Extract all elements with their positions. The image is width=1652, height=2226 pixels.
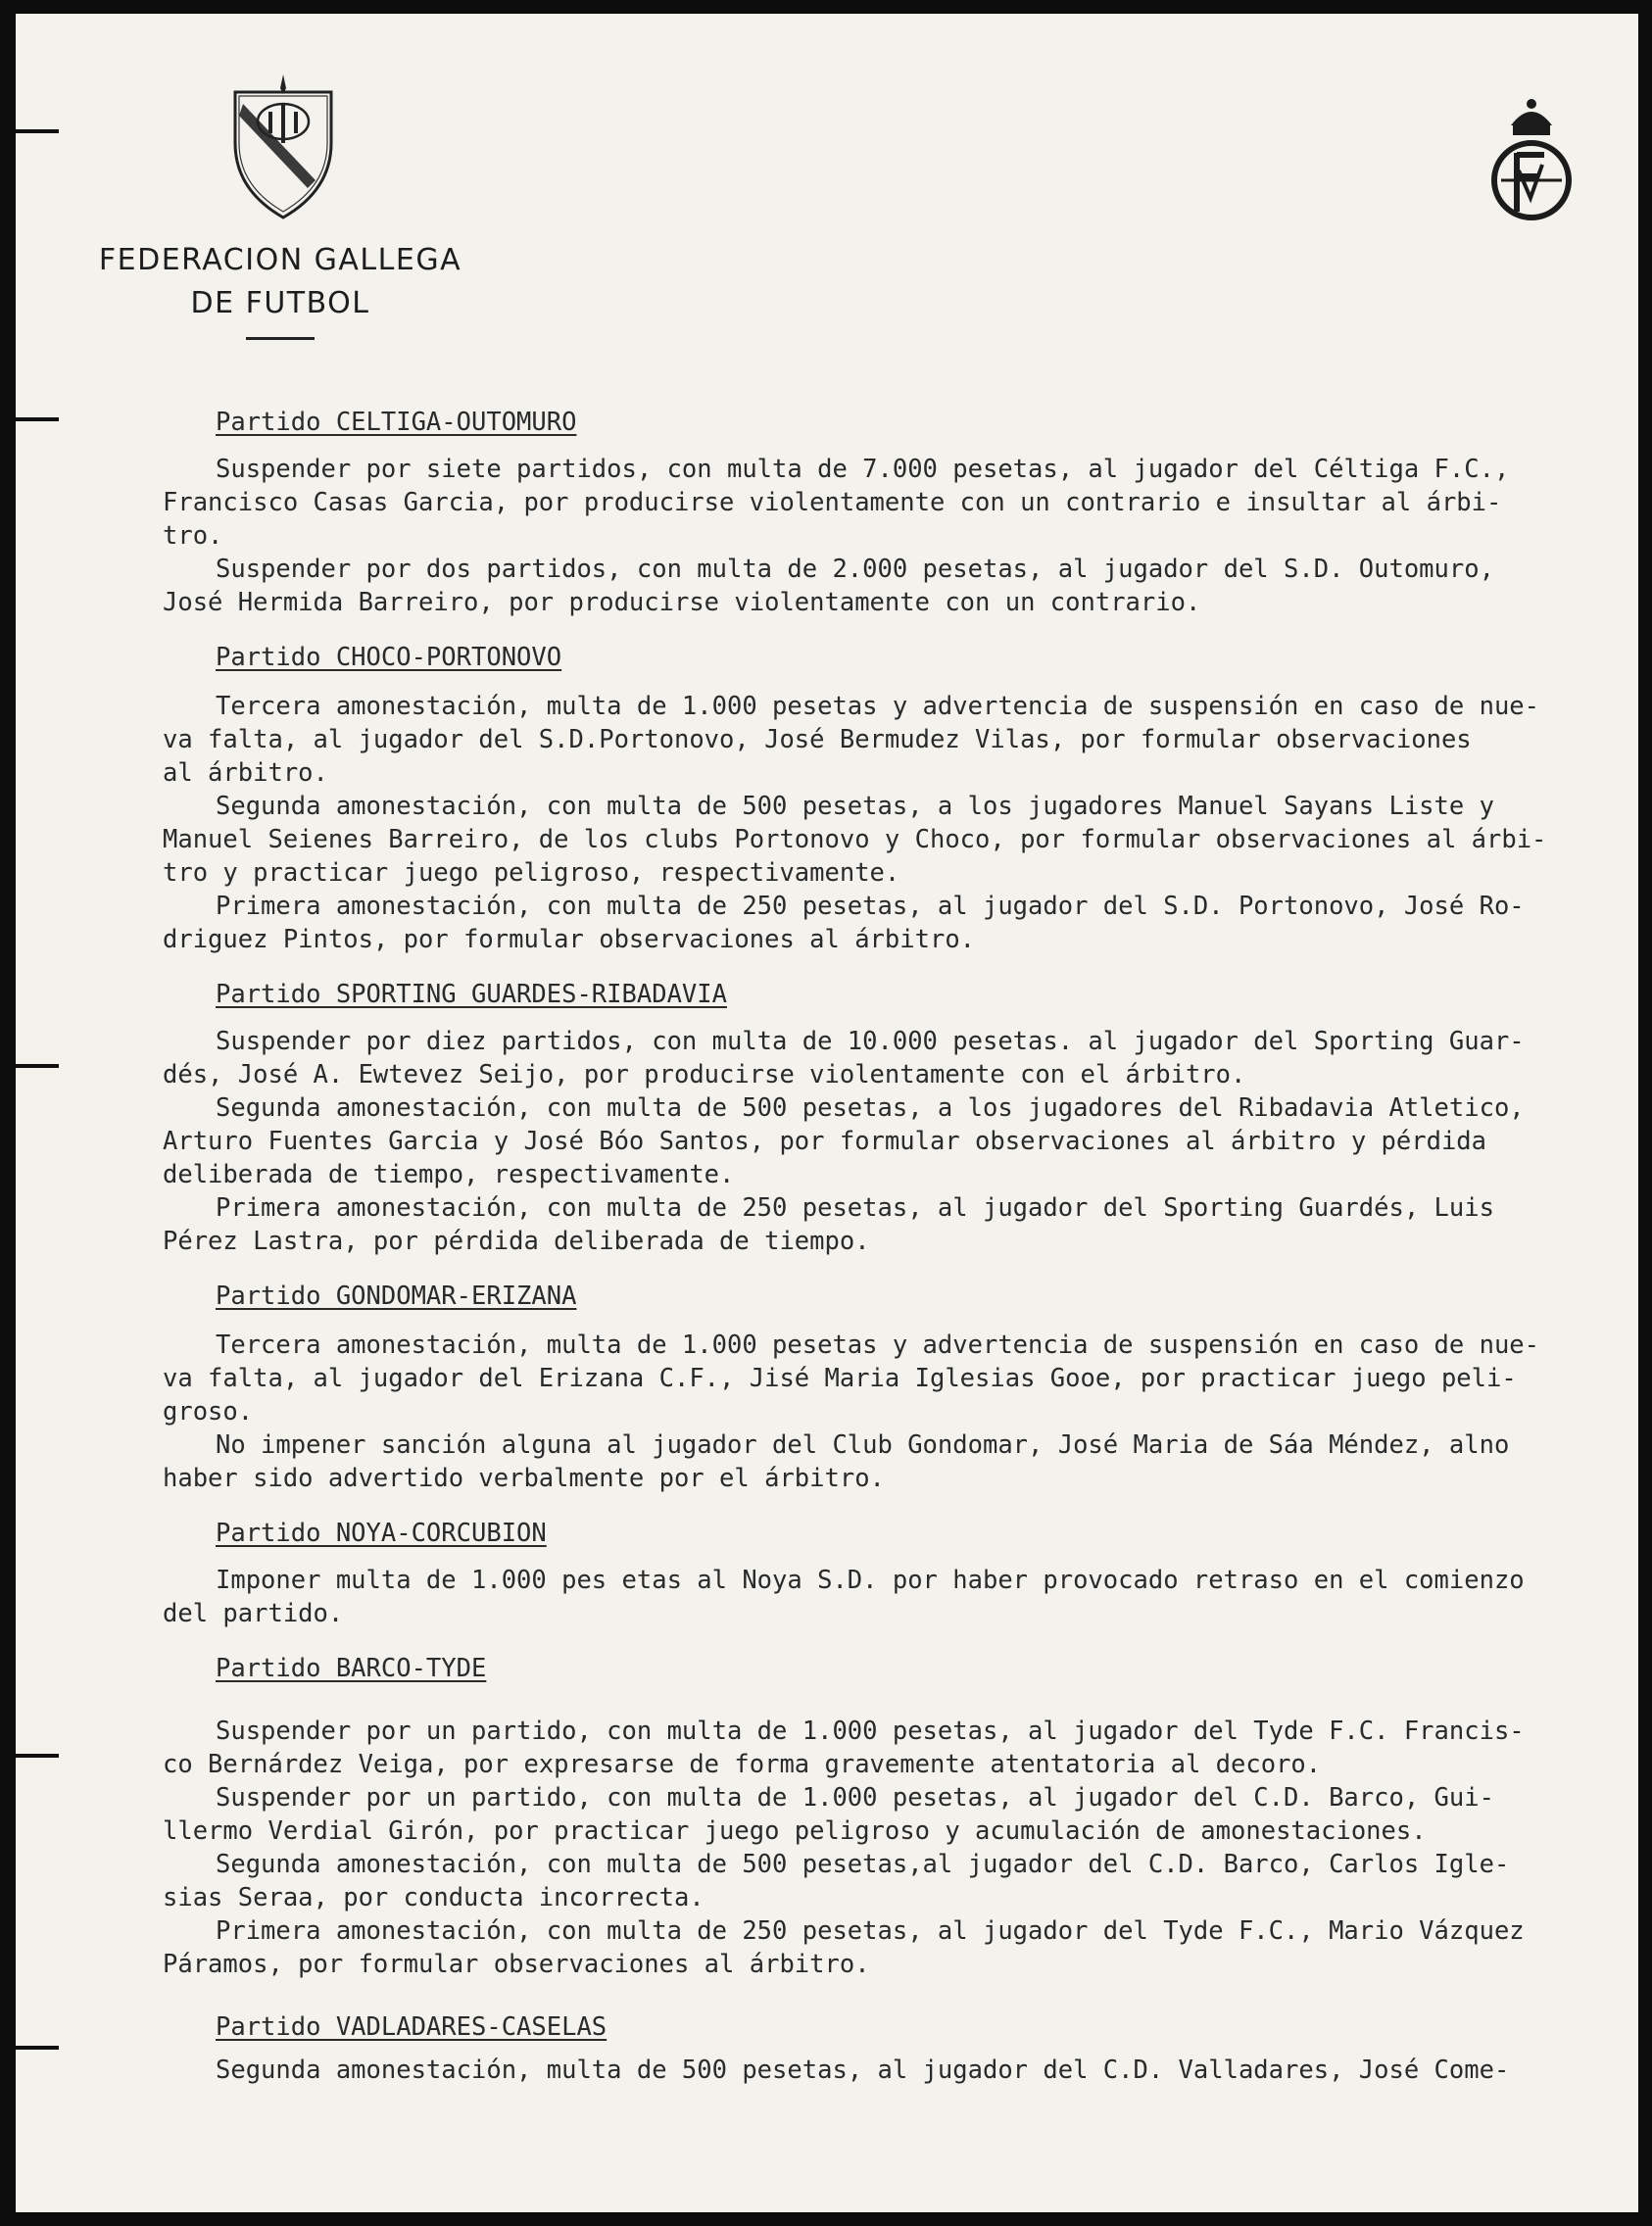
match-section <box>163 1280 1632 1495</box>
ruling-paragraph: Segunda amonestación, con multa de 500 pesetas, a los jugadores Manuel Sayans Liste y Manuel Seienes Barreiro, de los clubs Portonovo y Choco, por formular observaciones al árbi- tro y practicar juego peligroso, respectivamente. <box>163 792 1547 888</box>
binder-mark <box>16 417 59 421</box>
ruling-paragraph: Primera amonestación, con multa de 250 pesetas, al jugador del Tyde F.C., Mario Vázquez Páramos, por formular observaciones al árbitro. <box>163 1916 1525 1979</box>
binder-mark <box>16 2046 59 2050</box>
match-section <box>163 406 1632 619</box>
ruling-paragraph: Segunda amonestación, multa de 500 pesetas, al jugador del C.D. Valladares, José Come- <box>216 2056 1510 2085</box>
match-section <box>163 641 1632 956</box>
ruling-paragraph: Segunda amonestación, con multa de 500 pesetas, a los jugadores del Ribadavia Atletico, Arturo Fuentes Garcia y José Bóo Santos, por formular observaciones al árbitro y pérdida deliberada de tiempo, respectivamente. <box>163 1093 1525 1189</box>
section-heading: Partido NOYA-CORCUBION <box>216 1519 547 1548</box>
match-section <box>163 2010 1632 2087</box>
letterhead-line-2: DE FUTBOL <box>190 286 370 320</box>
ruling-paragraph: Tercera amonestación, multa de 1.000 pesetas y advertencia de suspensión en caso de nue- va falta, al jugador del S.D.Portonovo, José Bermudez Vilas, por formular observaciones al árbitro. <box>163 692 1540 788</box>
document-body <box>163 406 1632 2087</box>
section-heading: Partido BARCO-TYDE <box>216 1654 487 1683</box>
match-section <box>163 978 1632 1258</box>
ruling-paragraph: Primera amonestación, con multa de 250 pesetas, al jugador del Sporting Guardés, Luis Pérez Lastra, por pérdida deliberada de tiempo. <box>163 1193 1494 1256</box>
ruling-paragraph: Suspender por siete partidos, con multa de 7.000 pesetas, al jugador del Céltiga F.C., Francisco Casas Garcia, por producirse violentamente con un contrario e insultar al árbi- tro. <box>163 455 1510 551</box>
section-heading: Partido VADLADARES-CASELAS <box>216 2012 607 2042</box>
match-section <box>163 1517 1632 1630</box>
section-heading: Partido GONDOMAR-ERIZANA <box>216 1282 577 1311</box>
ruling-paragraph: No impener sanción alguna al jugador del Club Gondomar, José Maria de Sáa Méndez, alno haber sido advertido verbalmente por el árbitro. <box>163 1430 1510 1493</box>
ruling-paragraph: Suspender por un partido, con multa de 1.000 pesetas, al jugador del C.D. Barco, Gui- llermo Verdial Girón, por practicar juego peligroso y acumulación de amonestaciones. <box>163 1783 1494 1846</box>
letterhead <box>74 239 486 340</box>
royal-spanish-football-federation-crown-icon <box>1487 96 1576 223</box>
letterhead-line-1: FEDERACION GALLEGA <box>98 243 462 277</box>
section-heading: Partido SPORTING GUARDES-RIBADAVIA <box>216 980 727 1009</box>
letterhead-rule <box>246 337 315 340</box>
ruling-paragraph: Suspender por un partido, con multa de 1.000 pesetas, al jugador del Tyde F.C. Francis- co Bernárdez Veiga, por expresarse de forma gravemente atentatoria al decoro. <box>163 1717 1525 1779</box>
ruling-paragraph: Imponer multa de 1.000 pes etas al Noya S.D. por haber provocado retraso en el comienzo del partido. <box>163 1566 1525 1628</box>
binder-mark <box>16 129 59 133</box>
binder-mark <box>16 1754 59 1758</box>
galician-football-federation-shield-icon <box>229 74 337 221</box>
ruling-paragraph: Suspender por dos partidos, con multa de 2.000 pesetas, al jugador del S.D. Outomuro, José Hermida Barreiro, por producirse violentamente con un contrario. <box>163 555 1494 617</box>
ruling-paragraph: Segunda amonestación, con multa de 500 pesetas,al jugador del C.D. Barco, Carlos Igle- sias Seraa, por conducta incorrecta. <box>163 1850 1510 1912</box>
binder-mark <box>16 1064 59 1068</box>
ruling-paragraph: Primera amonestación, con multa de 250 pesetas, al jugador del S.D. Portonovo, José Ro- driguez Pintos, por formular observaciones al árbitro. <box>163 892 1525 954</box>
section-heading: Partido CELTIGA-OUTOMURO <box>216 408 577 437</box>
section-heading: Partido CHOCO-PORTONOVO <box>216 643 562 672</box>
document-page <box>16 14 1638 2212</box>
ruling-paragraph: Suspender por diez partidos, con multa de 10.000 pesetas. al jugador del Sporting Guar- dés, José A. Ewtevez Seijo, por producirse violentamente con el árbitro. <box>163 1027 1525 1089</box>
match-section <box>163 1652 1632 1981</box>
ruling-paragraph: Tercera amonestación, multa de 1.000 pesetas y advertencia de suspensión en caso de nue- va falta, al jugador del Erizana C.F., Jisé Maria Iglesias Gooe, por practicar juego peli- groso. <box>163 1331 1540 1427</box>
